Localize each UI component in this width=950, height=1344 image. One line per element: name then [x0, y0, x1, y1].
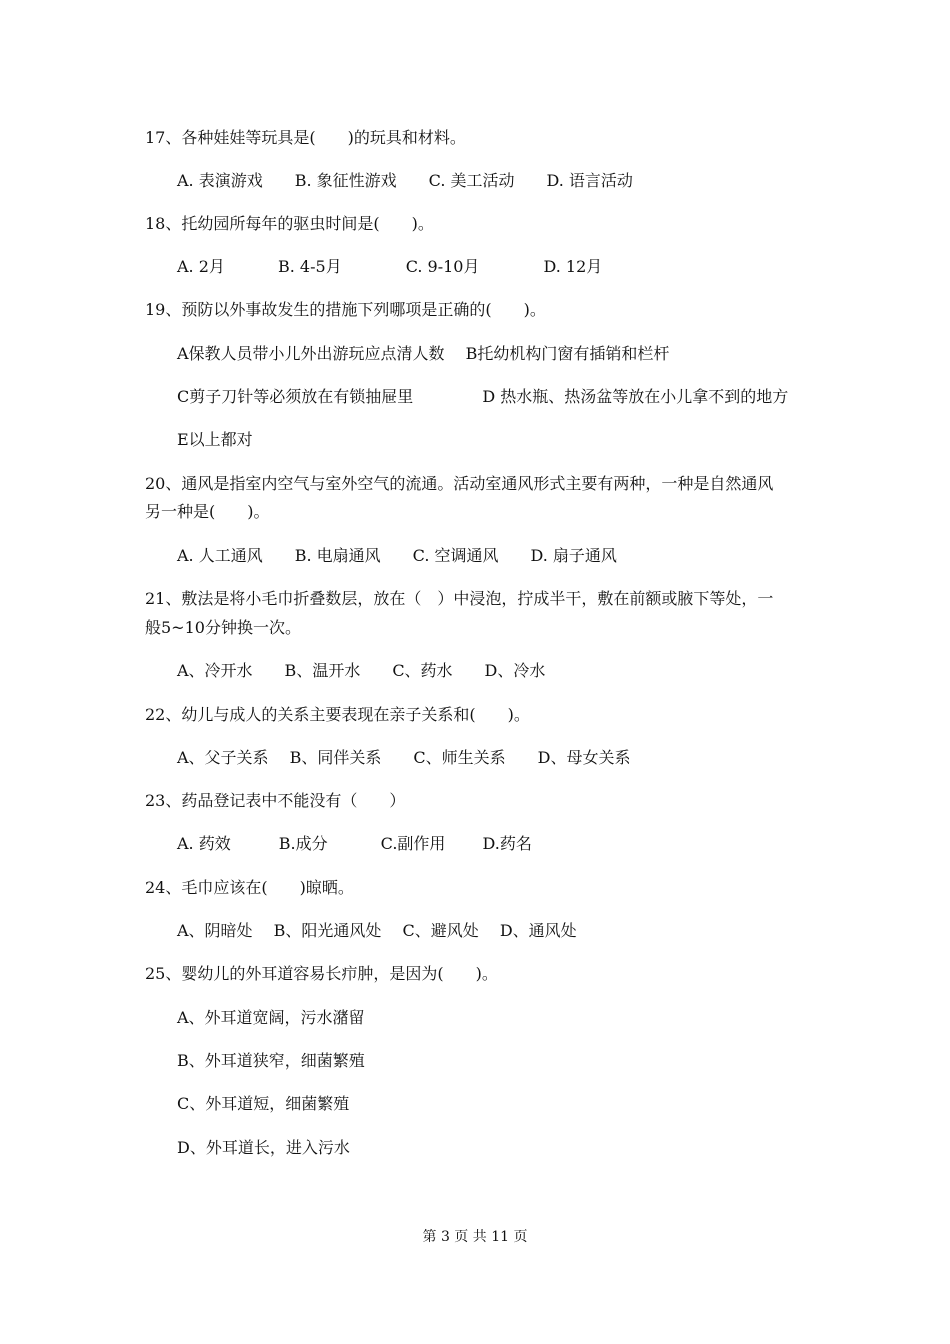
question-20: 20、通风是指室内空气与室外空气的流通。活动室通风形式主要有两种，一种是自然通风	[145, 474, 774, 493]
question-18: 18、托幼园所每年的驱虫时间是( )。	[145, 214, 434, 233]
question-21-continued: 般5~10分钟换一次。	[145, 618, 301, 637]
question-25-option-c: C、外耳道短，细菌繁殖	[177, 1094, 350, 1113]
question-25-option-b: B、外耳道狭窄，细菌繁殖	[177, 1051, 365, 1070]
page-number-footer: 第 3 页 共 11 页	[422, 1229, 528, 1245]
question-18-options: A. 2月 B. 4-5月 C. 9-10月 D. 12月	[177, 257, 603, 276]
question-24: 24、毛巾应该在( )晾晒。	[145, 878, 354, 897]
question-25-option-d: D、外耳道长，进入污水	[177, 1138, 350, 1157]
question-19-option-cd: C剪子刀针等必须放在有锁抽屉里 D 热水瓶、热汤盆等放在小儿拿不到的地方	[177, 387, 789, 406]
question-20-continued: 另一种是( )。	[145, 502, 270, 521]
question-19-option-ab: A保教人员带小儿外出游玩应点清人数 B托幼机构门窗有插销和栏杆	[177, 344, 670, 363]
question-21: 21、敷法是将小毛巾折叠数层，放在（ ）中浸泡，拧成半干，敷在前额或腋下等处，一	[145, 589, 774, 608]
question-20-options: A. 人工通风 B. 电扇通风 C. 空调通风 D. 扇子通风	[177, 546, 617, 565]
question-21-options: A、冷开水 B、温开水 C、药水 D、冷水	[177, 661, 546, 680]
question-25: 25、婴幼儿的外耳道容易长疖肿，是因为( )。	[145, 964, 498, 983]
question-23: 23、药品登记表中不能没有（ ）	[145, 791, 406, 810]
question-22: 22、幼儿与成人的关系主要表现在亲子关系和( )。	[145, 705, 530, 724]
question-17-options: A. 表演游戏 B. 象征性游戏 C. 美工活动 D. 语言活动	[177, 171, 633, 190]
question-25-option-a: A、外耳道宽阔，污水潴留	[177, 1008, 365, 1027]
question-17: 17、各种娃娃等玩具是( )的玩具和材料。	[145, 128, 466, 147]
question-19: 19、预防以外事故发生的措施下列哪项是正确的( )。	[145, 300, 546, 319]
question-22-options: A、父子关系 B、同伴关系 C、师生关系 D、母女关系	[177, 748, 631, 767]
question-24-options: A、阴暗处 B、阳光通风处 C、避风处 D、通风处	[177, 921, 577, 940]
question-19-option-e: E以上都对	[177, 430, 253, 449]
question-23-options: A. 药效 B.成分 C.副作用 D.药名	[177, 834, 532, 853]
